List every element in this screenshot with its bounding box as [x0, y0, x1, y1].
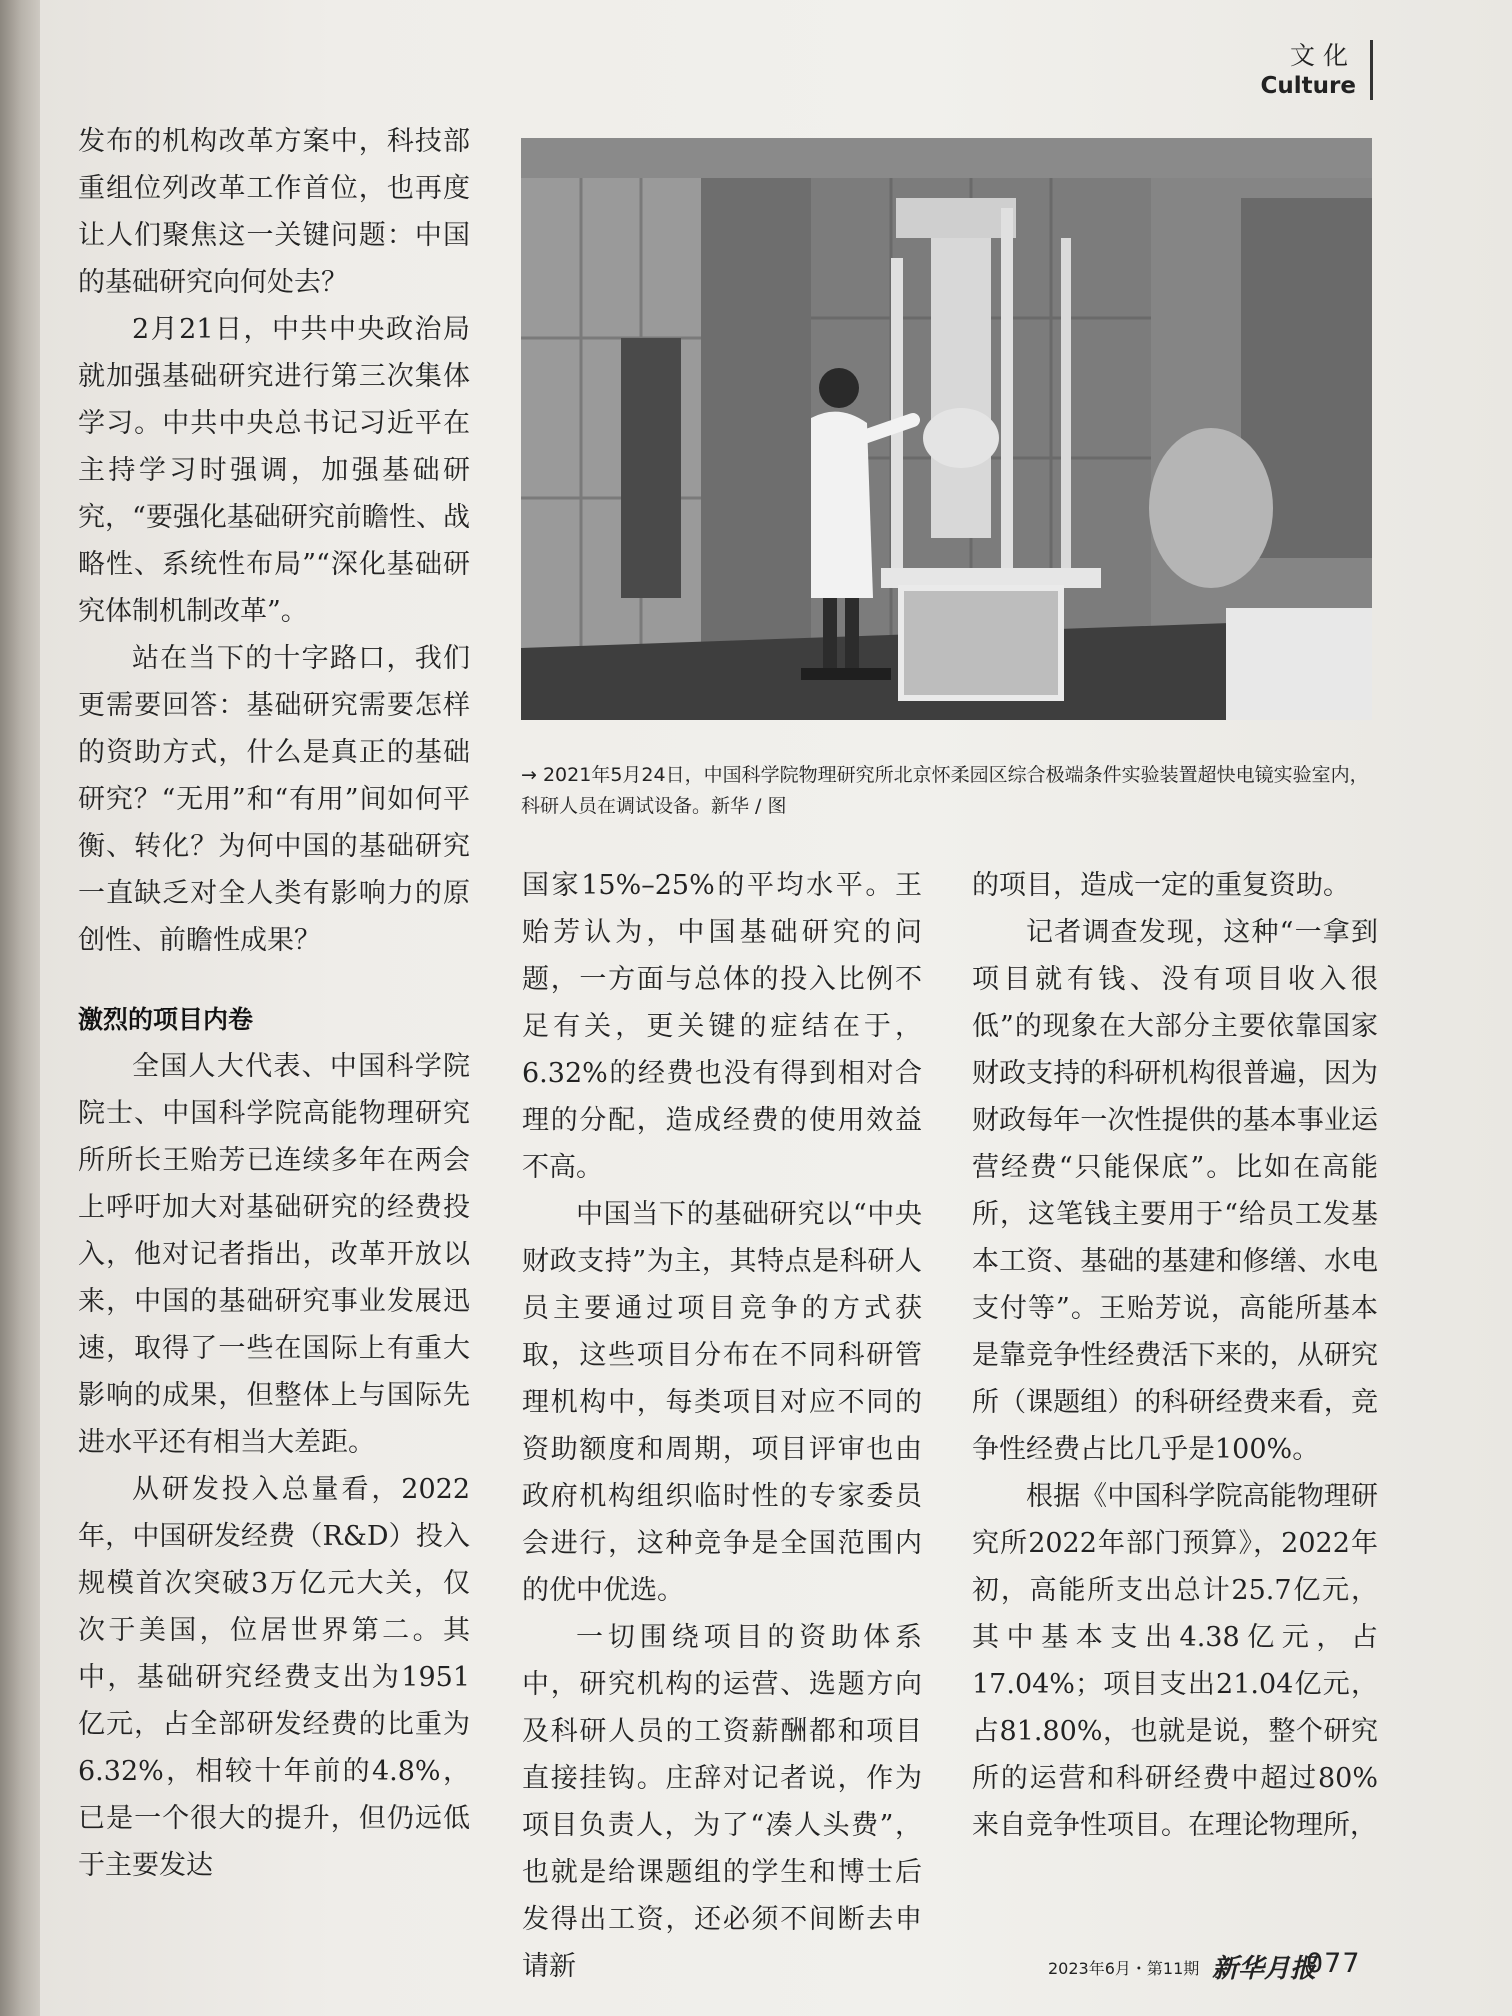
paragraph: 一切围绕项目的资助体系中，研究机构的运营、选题方向及科研人员的工资薪酬都和项目直接挂钩。庄辞对记者说，作为项目负责人，为了“凑人头费”，也就是给课题组的学生和博士后发得出工资，还必须不间断去申请新 — [522, 1622, 922, 1982]
article-column-1 — [78, 118, 470, 1889]
paragraph: 国家15%–25%的平均水平。王贻芳认为，中国基础研究的问题，一方面与总体的投入比例不足有关，更关键的症结在于，6.32%的经费也没有得到相对合理的分配，造成经费的使用效益不高。 — [522, 870, 922, 1183]
paragraph: 根据《中国科学院高能物理研究所2022年部门预算》，2022年初，高能所支出总计25.7亿元，其中基本支出4.38亿元，占17.04%；项目支出21.04亿元，占81.80%，也就是说，整个研究所的运营和科研经费中超过80%来自竞争性项目。在理论物理所， — [972, 1481, 1378, 1841]
paragraph: 从研发投入总量看，2022年，中国研发经费（R&D）投入规模首次突破3万亿元大关，仅次于美国，位居世界第二。其中，基础研究经费支出为1951亿元，占全部研发经费的比重为6.32%，相较十年前的4.8%，已是一个很大的提升，但仍远低于主要发达 — [78, 1474, 470, 1881]
page-footer — [1040, 1944, 1380, 1984]
paragraph: 的项目，造成一定的重复资助。 — [972, 870, 1350, 901]
paragraph: 全国人大代表、中国科学院院士、中国科学院高能物理研究所所长王贻芳已连续多年在两会上呼吁加大对基础研究的经费投入，他对记者指出，改革开放以来，中国的基础研究事业发展迅速，取得了一些在国际上有重大影响的成果，但整体上与国际先进水平还有相当大差距。 — [78, 1051, 470, 1458]
section-subheading: 激烈的项目内卷 — [78, 1005, 254, 1034]
section-title-zh: 文化 — [1289, 41, 1356, 70]
magazine-logo: 新华月报 — [1212, 1954, 1317, 1984]
paragraph: 2月21日，中共中央政治局就加强基础研究进行第三次集体学习。中共中央总书记习近平在主持学习时强调，加强基础研究，“要强化基础研究前瞻性、战略性、系统性布局”“深化基础研究体制机制改革”。 — [78, 314, 470, 627]
article-column-2 — [522, 862, 922, 1990]
photo-caption: → 2021年5月24日，中国科学院物理研究所北京怀柔园区综合极端条件实验装置超快电镜实验室内，科研人员在调试设备。新华 / 图 — [521, 764, 1369, 817]
paragraph: 发布的机构改革方案中，科技部重组位列改革工作首位，也再度让人们聚焦这一关键问题：中国的基础研究向何处去？ — [78, 126, 470, 298]
paragraph: 记者调查发现，这种“一拿到项目就有钱、没有项目收入很低”的现象在大部分主要依靠国家财政支持的科研机构很普遍，因为财政每年一次性提供的基本事业运营经费“只能保底”。比如在高能所，这笔钱主要用于“给员工发基本工资、基础的基建和修缮、水电支付等”。王贻芳说，高能所基本是靠竞争性经费活下来的，从研究所（课题组）的科研经费来看，竞争性经费占比几乎是100%。 — [972, 917, 1378, 1465]
issue-label: 2023年6月・第11期 — [1048, 1959, 1200, 1978]
section-tag — [1236, 40, 1373, 100]
lab-photo-illustration — [521, 138, 1372, 720]
paragraph: 中国当下的基础研究以“中央财政支持”为主，其特点是科研人员主要通过项目竞争的方式获取，这些项目分布在不同科研管理机构中，每类项目对应不同的资助额度和周期，项目评审也由政府机构组织临时性的专家委员会进行，这种竞争是全国范围内的优中优选。 — [522, 1199, 922, 1606]
section-title-en: Culture — [1260, 73, 1356, 99]
paragraph: 站在当下的十字路口，我们更需要回答：基础研究需要怎样的资助方式，什么是真正的基础研究？“无用”和“有用”间如何平衡、转化？为何中国的基础研究一直缺乏对全人类有影响力的原创性、前瞻性成果？ — [78, 643, 470, 956]
article-column-3 — [972, 862, 1378, 1849]
page-number: 077 — [1306, 1948, 1361, 1979]
lab-photo — [521, 138, 1372, 720]
